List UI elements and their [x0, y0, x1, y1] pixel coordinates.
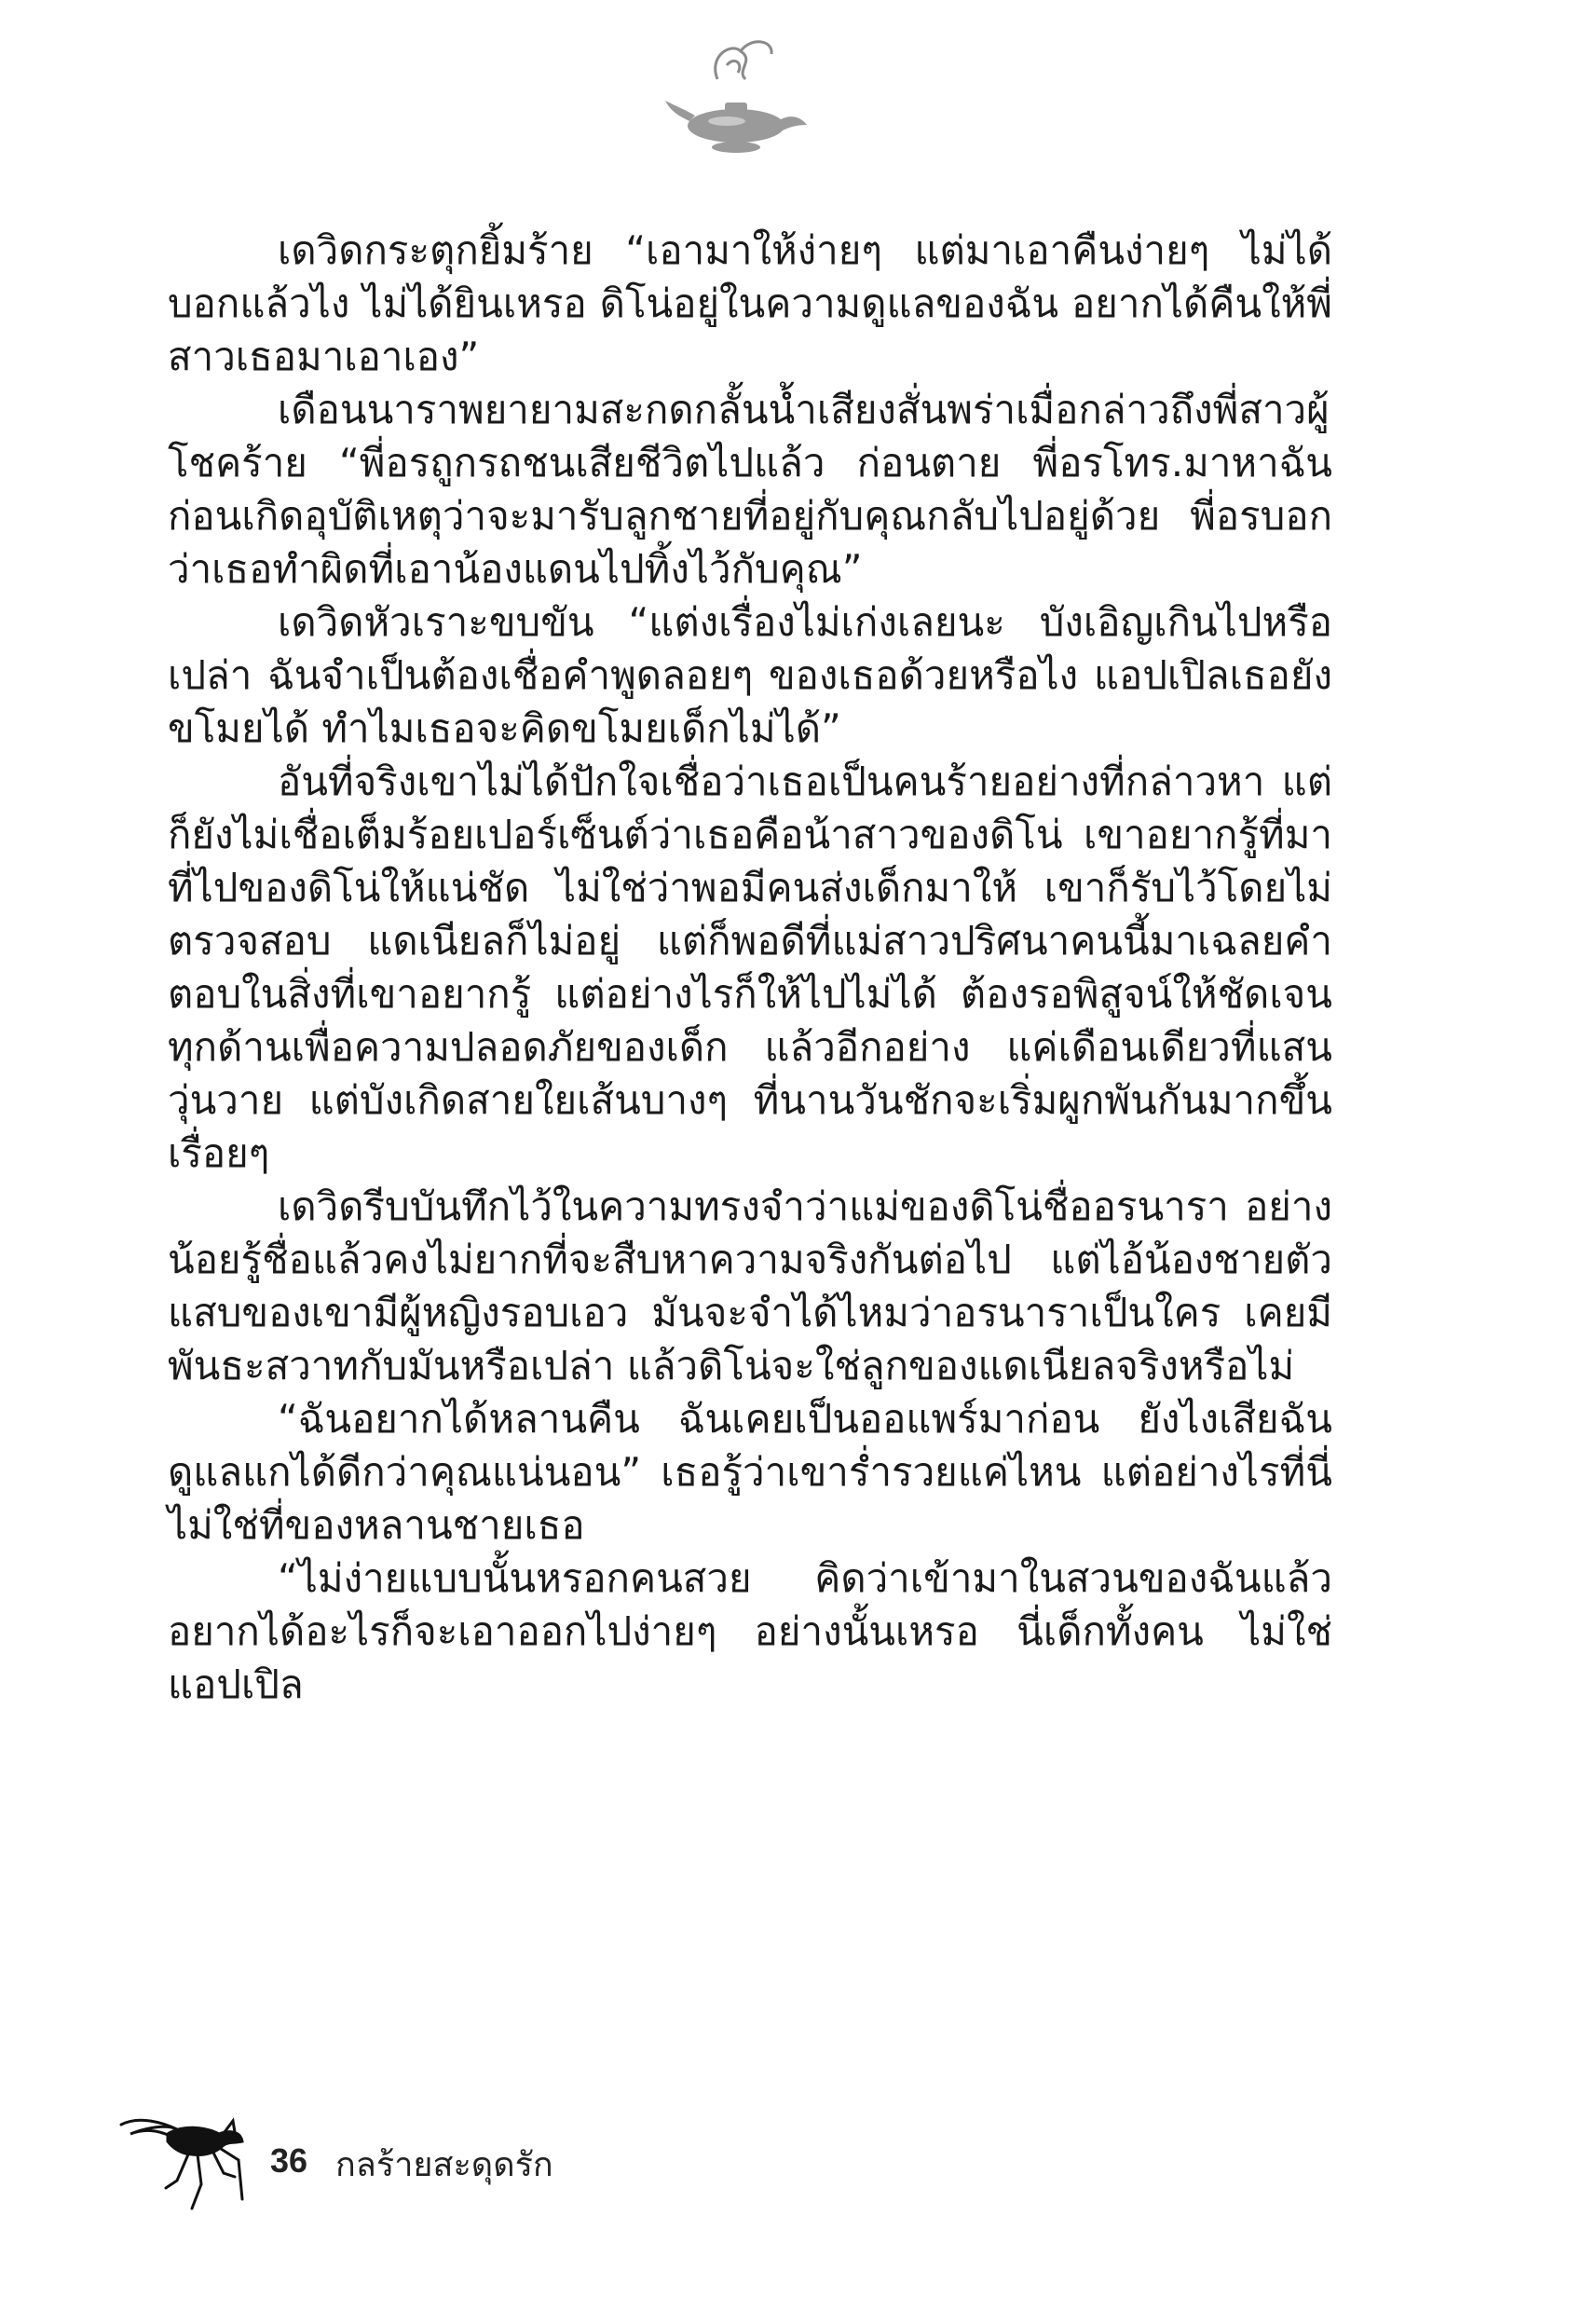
paragraph: เดือนนาราพยายามสะกดกลั้นน้ำเสียงสั่นพร่าเมื่อกล่าวถึงพี่สาวผู้โชคร้าย “พี่อรถูกรถชนเสียชีวิตไปแล้ว ก่อนตาย พี่อรโทร.มาหาฉันก่อนเกิดอุบัติเหตุว่าจะมารับลูกชายที่อยู่กับคุณกลับไปอยู่ด้วย พี่อรบอกว่าเธอทำผิดที่เอาน้องแดนไปทิ้งไว้กับคุณ” — [168, 387, 1332, 592]
genie-lamp-icon — [652, 28, 820, 168]
paragraph: อันที่จริงเขาไม่ได้ปักใจเชื่อว่าเธอเป็นคนร้ายอย่างที่กล่าวหา แต่ก็ยังไม่เชื่อเต็มร้อยเปอร์เซ็นต์ว่าเธอคือน้าสาวของดิโน่ เขาอยากรู้ที่มาที่ไปของดิโน่ให้แน่ชัด ไม่ใช่ว่าพอมีคนส่งเด็กมาให้ เขาก็รับไว้โดยไม่ตรวจสอบ แดเนียลก็ไม่อยู่ แต่ก็พอดีที่แม่สาวปริศนาคนนี้มาเฉลยคำตอบในสิ่งที่เขาอยากรู้ แต่อย่างไรก็ให้ไปไม่ได้ ต้องรอพิสูจน์ให้ชัดเจนทุกด้านเพื่อความปลอดภัยของเด็ก แล้วอีกอย่าง แค่เดือนเดียวที่แสนวุ่นวาย แต่บังเกิดสายใยเส้นบางๆ ที่นานวันชักจะเริ่มผูกพันกันมากขึ้นเรื่อยๆ — [168, 759, 1332, 1176]
book-title: กลร้ายสะดุดรัก — [335, 2146, 553, 2184]
paragraph: “ไม่ง่ายแบบนั้นหรอกคนสวย คิดว่าเข้ามาในสวนของฉันแล้วอยากได้อะไรก็จะเอาออกไปง่ายๆ อย่างนั้นเหรอ นี่เด็กทั้งคน ไม่ใช่แอปเปิล — [168, 1555, 1332, 1707]
paragraph: เดวิดกระตุกยิ้มร้าย “เอามาให้ง่ายๆ แต่มาเอาคืนง่ายๆ ไม่ได้ บอกแล้วไง ไม่ได้ยินเหรอ ดิโน่อยู่ในความดูแลของฉัน อยากได้คืนให้พี่สาวเธอมาเอาเอง” — [168, 227, 1332, 379]
body-text — [168, 224, 1332, 1711]
running-horse-icon — [112, 2087, 261, 2227]
paragraph: เดวิดรีบบันทึกไว้ในความทรงจำว่าแม่ของดิโน่ชื่ออรนารา อย่างน้อยรู้ชื่อแล้วคงไม่ยากที่จะสืบหาความจริงกันต่อไป แต่ไอ้น้องชายตัวแสบของเขามีผู้หญิงรอบเอว มันจะจำได้ไหมว่าอรนาราเป็นใคร เคยมีพันธะสวาทกับมันหรือเปล่า แล้วดิโน่จะใช่ลูกของแดเนียลจริงหรือไม่ — [168, 1183, 1332, 1388]
paragraph: “ฉันอยากได้หลานคืน ฉันเคยเป็นออแพร์มาก่อน ยังไงเสียฉันดูแลแกได้ดีกว่าคุณแน่นอน” เธอรู้ว่าเขาร่ำรวยแค่ไหน แต่อย่างไรที่นี่ไม่ใช่ที่ของหลานชายเธอ — [168, 1396, 1332, 1548]
page-footer — [112, 2087, 857, 2227]
paragraph: เดวิดหัวเราะขบขัน “แต่งเรื่องไม่เก่งเลยนะ บังเอิญเกินไปหรือเปล่า ฉันจำเป็นต้องเชื่อคำพูดลอยๆ ของเธอด้วยหรือไง แอปเปิลเธอยังขโมยได้ ทำไมเธอจะคิดขโมยเด็กไม่ได้” — [168, 599, 1332, 751]
page-number: 36 — [270, 2141, 308, 2180]
